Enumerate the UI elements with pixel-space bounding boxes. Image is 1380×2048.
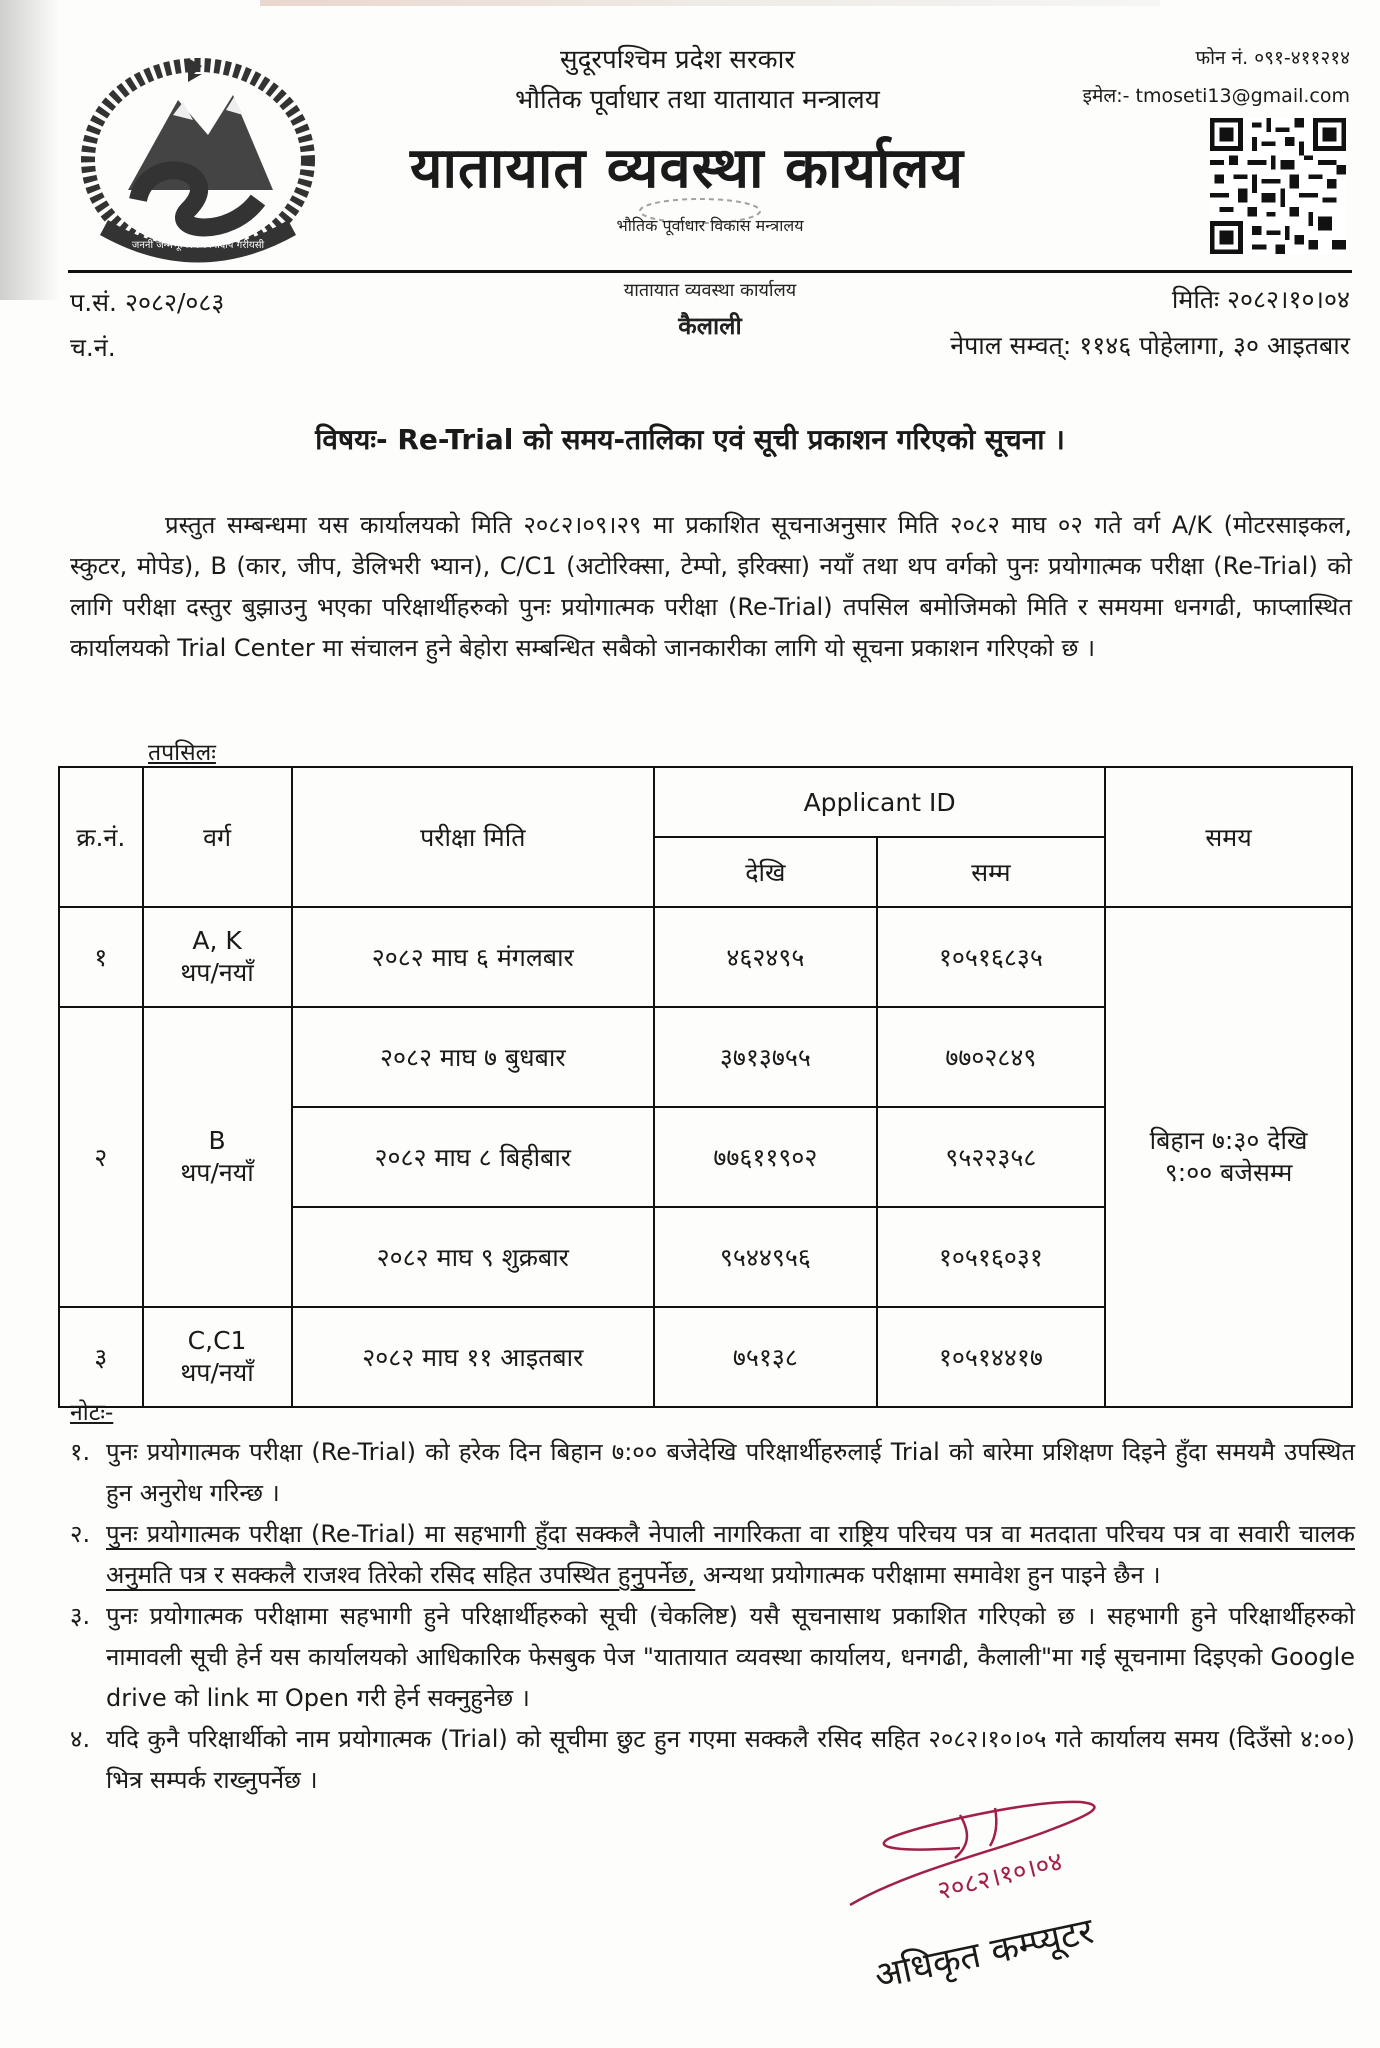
note-underlined-text: पुनः प्रयोगात्मक परीक्षा (Re-Trial) मा सहभागी हुँदा सक्कलै नेपाली नागरिकता वा राष्ट्रिय परिचय पत्र वा मतदाता परिचय पत्र वा सवारी चालक अनुमति पत्र र सक्कलै राजश्व तिरेको रसिद सहित उपस्थित हुनुपर्नेछ, [106,1520,1355,1589]
header-category: वर्ग [143,767,292,907]
note-rest-text: अन्यथा प्रयोगात्मक परीक्षामा समावेश हुन पाइने छैन । [695,1561,1161,1589]
category-type: थप/नयाँ [180,1158,254,1187]
row-serial: १ [59,907,143,1007]
table-header-row [59,767,1352,837]
header-to: सम्म [877,837,1105,907]
schedule-table [58,766,1353,1408]
note-number: २. [70,1520,91,1548]
dispatch-number: च.नं. [70,333,116,362]
email-label: इमेल:- [1082,85,1130,107]
header-exam-date: परीक्षा मिति [292,767,655,907]
row-exam-date: २०८२ माघ ८ बिहीबार [292,1107,655,1207]
signatory-title: अधिकृत कम्प्यूटर [871,1910,1098,1998]
row-id-to: १०५१४४१७ [877,1307,1105,1407]
header-from: देखि [654,837,877,907]
subject-line: विषयः- Re-Trial को समय-तालिका एवं सूची प्रकाशन गरिएको सूचना । [315,423,1065,456]
row-id-to: ७७०२८४९ [877,1007,1105,1107]
row-id-from: ३७१३७५५ [654,1007,877,1107]
note-text: पुनः प्रयोगात्मक परीक्षामा सहभागी हुने परिक्षार्थीहरुको सूची (चेकलिष्ट) यसै सूचनासाथ प्रकाशित गरिएको छ । सहभागी हुने परिक्षार्थीहरुको नामावली सूची हेर्न यस कार्यालयको आधिकारिक फेसबुक पेज "यातायात व्यवस्था कार्यालय, धनगढी, कैलाली"मा गई सूचनामा दिइएको Google drive को link मा Open गरी हेर्न सक्नुहुनेछ । [106,1602,1355,1712]
row-category [143,1007,292,1307]
body-paragraph: प्रस्तुत सम्बन्धमा यस कार्यालयको मिति २०८२।०९।२९ मा प्रकाशित सूचनाअनुसार मिति २०८२ माघ ०२ गते वर्ग A/K (मोटरसाइकल, स्कुटर, मोपेड), B (कार, जीप, डेलिभरी भ्यान), C/C1 (अटोरिक्सा, टेम्पो, इरिक्सा) नयाँ तथा थप वर्गको पुनः प्रयोगात्मक परीक्षा (Re-Trial) को लागि परीक्षा दस्तुर बुझाउनु भएका परिक्षार्थीहरुको पुनः प्रयोगात्मक परीक्षा (Re-Trial) तपसिल बमोजिमको मिति र समयमा धनगढी, फाप्लास्थित कार्यालयको Trial Center मा संचालन हुने बेहोरा सम्बन्धित सबैको जानकारीका लागि यो सूचना प्रकाशन गरिएको छ । [70,511,1352,662]
time-start: बिहान ७:३० देखि [1149,1126,1308,1155]
qr-code-icon[interactable] [1210,118,1346,254]
category-code: C,C1 [187,1326,247,1355]
emblem-motto: जननी जन्मभूमिश्च स्वर्गादपि गरीयसी [131,240,265,251]
email-address[interactable]: tmoseti13@gmail.com [1135,85,1350,107]
header-serial: क्र.नं. [59,767,143,907]
row-serial: ३ [59,1307,143,1407]
row-id-from: ७७६११९०२ [654,1107,877,1207]
note-text [106,1514,1355,1596]
stamp-line-office: यातायात व्यवस्था कार्यालय [623,280,797,301]
signature-date: २०८२।१०।०४ [934,1846,1066,1907]
details-label: तपसिलः [148,740,216,766]
time-end: ९:०० बजेसम्म [1164,1158,1293,1187]
nepal-sambat-date: नेपाल सम्वत्: ११४६ पोहेलागा, ३० आइतबार [950,331,1350,360]
phone-number: फोन नं. ०९१-४११२१४ [1195,47,1350,69]
row-category [143,907,292,1007]
signature-icon [820,1800,1220,1930]
row-time [1105,907,1352,1407]
header-time: समय [1105,767,1352,907]
email-line [1083,82,1350,108]
category-code: B [208,1126,226,1155]
row-id-to: १०५१६०३१ [877,1207,1105,1307]
row-id-from: ७५१३८ [654,1307,877,1407]
category-type: थप/नयाँ [180,958,254,987]
note-number: ४. [70,1725,91,1753]
row-exam-date: २०८२ माघ ११ आइतबार [292,1307,655,1407]
notes-heading: नोटः- [70,1400,114,1426]
row-id-to: ९५२२३५८ [877,1107,1105,1207]
header-applicant-id: Applicant ID [654,767,1105,837]
notes-list [70,1432,1355,1801]
category-code: A, K [192,926,242,955]
table-row [59,907,1352,1007]
note-item [70,1514,1355,1596]
note-number: ३. [70,1602,91,1630]
row-serial: २ [59,1007,143,1307]
header-divider [68,270,1352,273]
stamp-line-district: कैलाली [678,312,742,340]
row-id-from: ९५४४९५६ [654,1207,877,1307]
government-name: सुदूरपश्चिम प्रदेश सरकार [560,45,795,75]
note-item [70,1719,1355,1801]
note-item [70,1596,1355,1719]
category-type: थप/नयाँ [180,1358,254,1387]
row-category [143,1307,292,1407]
document-date: मितिः २०८२।१०।०४ [1171,285,1350,314]
note-text: पुनः प्रयोगात्मक परीक्षा (Re-Trial) को हरेक दिन बिहान ७:०० बजेदेखि परिक्षार्थीहरुलाई Trial को बारेमा प्रशिक्षण दिइने हुँदा समयमै उपस्थित हुन अनुरोध गरिन्छ । [106,1438,1355,1507]
note-number: १. [70,1438,91,1466]
row-exam-date: २०८२ माघ ६ मंगलबार [292,907,655,1007]
row-id-from: ४६२४९५ [654,907,877,1007]
office-name: यातायात व्यवस्था कार्यालय [410,136,964,201]
row-id-to: १०५१६८३५ [877,907,1105,1007]
scan-edge-shadow [0,0,60,300]
note-item [70,1432,1355,1514]
note-text: यदि कुनै परिक्षार्थीको नाम प्रयोगात्मक (Trial) को सूचीमा छुट हुन गएमा सक्कलै रसिद सहित २०८२।१०।०५ गते कार्यालय समय (दिउँसो ४:००) भित्र सम्पर्क राख्नुपर्नेछ । [106,1725,1355,1794]
row-exam-date: २०८२ माघ ७ बुधबार [292,1007,655,1107]
nepal-emblem-icon [68,40,328,270]
ministry-name: भौतिक पूर्वाधार तथा यातायात मन्त्रालय [515,85,880,115]
stamp-line-ministry: भौतिक पूर्वाधार विकास मन्त्रालय [616,216,804,235]
scan-top-strip [260,0,1160,6]
reference-number: प.सं. २०८२/०८३ [70,288,225,317]
row-exam-date: २०८२ माघ ९ शुक्रबार [292,1207,655,1307]
